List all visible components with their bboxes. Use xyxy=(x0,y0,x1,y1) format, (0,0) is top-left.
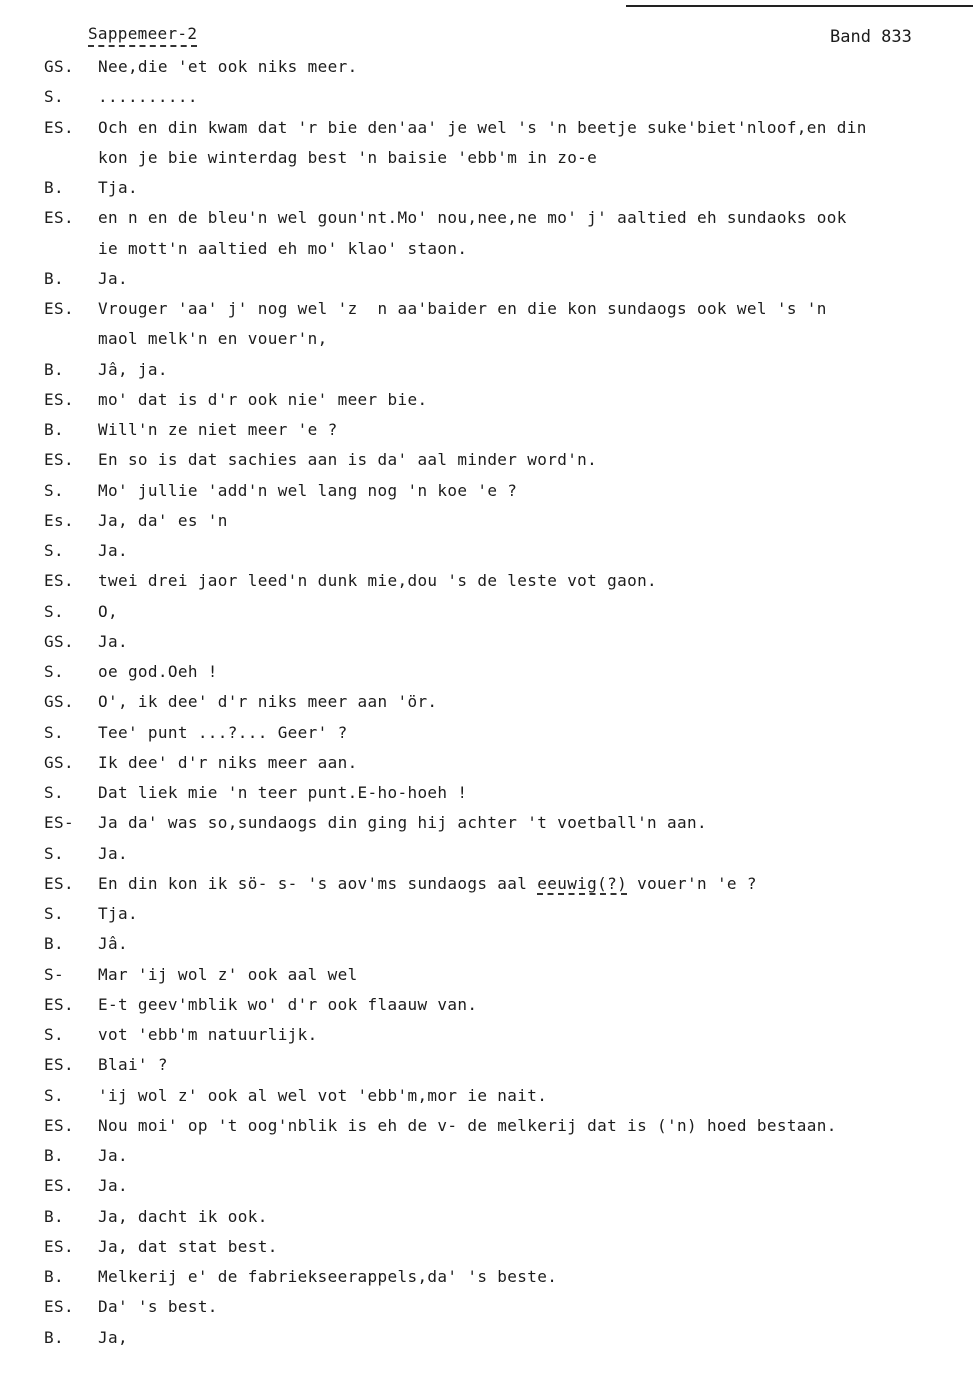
underlined-uncertain-word: eeuwig(?) xyxy=(537,874,628,893)
utterance-text: 'ij wol z' ook al wel vot 'ebb'm,mor ie nait. xyxy=(98,1086,548,1105)
utterance-text: E-t geev'mblik wo' d'r ook flaauw van. xyxy=(98,995,478,1014)
page-title: Sappemeer-2 xyxy=(88,24,197,47)
speaker-label: ES. xyxy=(44,1237,74,1256)
utterance-text: .......... xyxy=(98,87,198,106)
utterance-text-before: En din kon ik sö- s- 's aov'ms sundaogs aal xyxy=(98,874,538,893)
utterance-text: en n en de bleu'n wel goun'nt.Mo' nou,nee,ne mo' j' aaltied eh sundaoks ook xyxy=(98,208,847,227)
speaker-label: S. xyxy=(44,1086,64,1105)
speaker-label: B. xyxy=(44,1207,64,1226)
speaker-label: B. xyxy=(44,1328,64,1347)
utterance-text: En so is dat sachies aan is da' aal minder word'n. xyxy=(98,450,598,469)
utterance-text: Mar 'ij wol z' ook aal wel xyxy=(98,965,358,984)
speaker-label: ES. xyxy=(44,874,74,893)
speaker-label: B. xyxy=(44,934,64,953)
utterance-text: Will'n ze niet meer 'e ? xyxy=(98,420,338,439)
speaker-label: Es. xyxy=(44,511,74,530)
utterance-text: Ja, da' es 'n xyxy=(98,511,228,530)
utterance-text: Ja, dacht ik ook. xyxy=(98,1207,268,1226)
utterance-text: Ja. xyxy=(98,632,128,651)
utterance-text: Jâ. xyxy=(98,934,128,953)
speaker-label: S. xyxy=(44,904,64,923)
utterance-text: Da' 's best. xyxy=(98,1297,218,1316)
speaker-label: B. xyxy=(44,360,64,379)
utterance-text: twei drei jaor leed'n dunk mie,dou 's de leste vot gaon. xyxy=(98,571,658,590)
speaker-label: B. xyxy=(44,1146,64,1165)
utterance-text: oe god.Oeh ! xyxy=(98,662,218,681)
speaker-label: B. xyxy=(44,420,64,439)
speaker-label: ES. xyxy=(44,208,74,227)
utterance-text: Tja. xyxy=(98,178,138,197)
utterance-text xyxy=(98,873,757,895)
speaker-label: ES. xyxy=(44,995,74,1014)
speaker-label: S- xyxy=(44,965,64,984)
utterance-text: Ik dee' d'r niks meer aan. xyxy=(98,753,358,772)
top-rule xyxy=(626,5,973,7)
utterance-text: Jâ, ja. xyxy=(98,360,168,379)
utterance-text-after: vouer'n 'e ? xyxy=(627,874,757,893)
speaker-label: ES. xyxy=(44,118,74,137)
speaker-label: GS. xyxy=(44,753,74,772)
speaker-label: ES- xyxy=(44,813,74,832)
band-number: Band 833 xyxy=(830,27,912,47)
utterance-text: O', ik dee' d'r niks meer aan 'ör. xyxy=(98,692,438,711)
speaker-label: ES. xyxy=(44,1116,74,1135)
speaker-label: S. xyxy=(44,783,64,802)
utterance-text: Nou moi' op 't oog'nblik is eh de v- de melkerij dat is ('n) hoed bestaan. xyxy=(98,1116,837,1135)
speaker-label: ES. xyxy=(44,390,74,409)
speaker-label: GS. xyxy=(44,692,74,711)
speaker-label: ES. xyxy=(44,1055,74,1074)
utterance-text: vot 'ebb'm natuurlijk. xyxy=(98,1025,318,1044)
utterance-text: Blai' ? xyxy=(98,1055,168,1074)
utterance-text: Och en din kwam dat 'r bie den'aa' je wel 's 'n beetje suke'biet'nloof,en din xyxy=(98,118,867,137)
speaker-label: B. xyxy=(44,178,64,197)
speaker-label: S. xyxy=(44,87,64,106)
utterance-text: Tja. xyxy=(98,904,138,923)
speaker-label: GS. xyxy=(44,632,74,651)
utterance-text: Tee' punt ...?... Geer' ? xyxy=(98,723,348,742)
speaker-label: S. xyxy=(44,844,64,863)
utterance-text: Ja. xyxy=(98,1146,128,1165)
utterance-text: ie mott'n aaltied eh mo' klao' staon. xyxy=(98,239,468,258)
speaker-label: ES. xyxy=(44,1297,74,1316)
utterance-text: Melkerij e' de fabriekseerappels,da' 's beste. xyxy=(98,1267,558,1286)
utterance-text: Ja. xyxy=(98,541,128,560)
utterance-text: Ja. xyxy=(98,1176,128,1195)
speaker-label: B. xyxy=(44,269,64,288)
utterance-text: mo' dat is d'r ook nie' meer bie. xyxy=(98,390,428,409)
speaker-label: S. xyxy=(44,723,64,742)
speaker-label: S. xyxy=(44,481,64,500)
utterance-text: Ja, xyxy=(98,1328,128,1347)
utterance-text: Ja da' was so,sundaogs din ging hij achter 't voetball'n aan. xyxy=(98,813,707,832)
speaker-label: ES. xyxy=(44,1176,74,1195)
utterance-text: Nee,die 'et ook niks meer. xyxy=(98,57,358,76)
speaker-label: S. xyxy=(44,662,64,681)
speaker-label: ES. xyxy=(44,450,74,469)
speaker-label: S. xyxy=(44,602,64,621)
utterance-text: Dat liek mie 'n teer punt.E-ho-hoeh ! xyxy=(98,783,468,802)
speaker-label: ES. xyxy=(44,571,74,590)
utterance-text: Vrouger 'aa' j' nog wel 'z n aa'baider en die kon sundaogs ook wel 's 'n xyxy=(98,299,827,318)
utterance-text: maol melk'n en vouer'n, xyxy=(98,329,328,348)
utterance-text: O, xyxy=(98,602,118,621)
utterance-text: Ja. xyxy=(98,844,128,863)
speaker-label: ES. xyxy=(44,299,74,318)
speaker-label: B. xyxy=(44,1267,64,1286)
utterance-text: Ja. xyxy=(98,269,128,288)
utterance-text: Ja, dat stat best. xyxy=(98,1237,278,1256)
speaker-label: GS. xyxy=(44,57,74,76)
speaker-label: S. xyxy=(44,1025,64,1044)
utterance-text: Mo' jullie 'add'n wel lang nog 'n koe 'e ? xyxy=(98,481,518,500)
speaker-label: S. xyxy=(44,541,64,560)
utterance-text: kon je bie winterdag best 'n baisie 'ebb'm in zo-e xyxy=(98,148,598,167)
